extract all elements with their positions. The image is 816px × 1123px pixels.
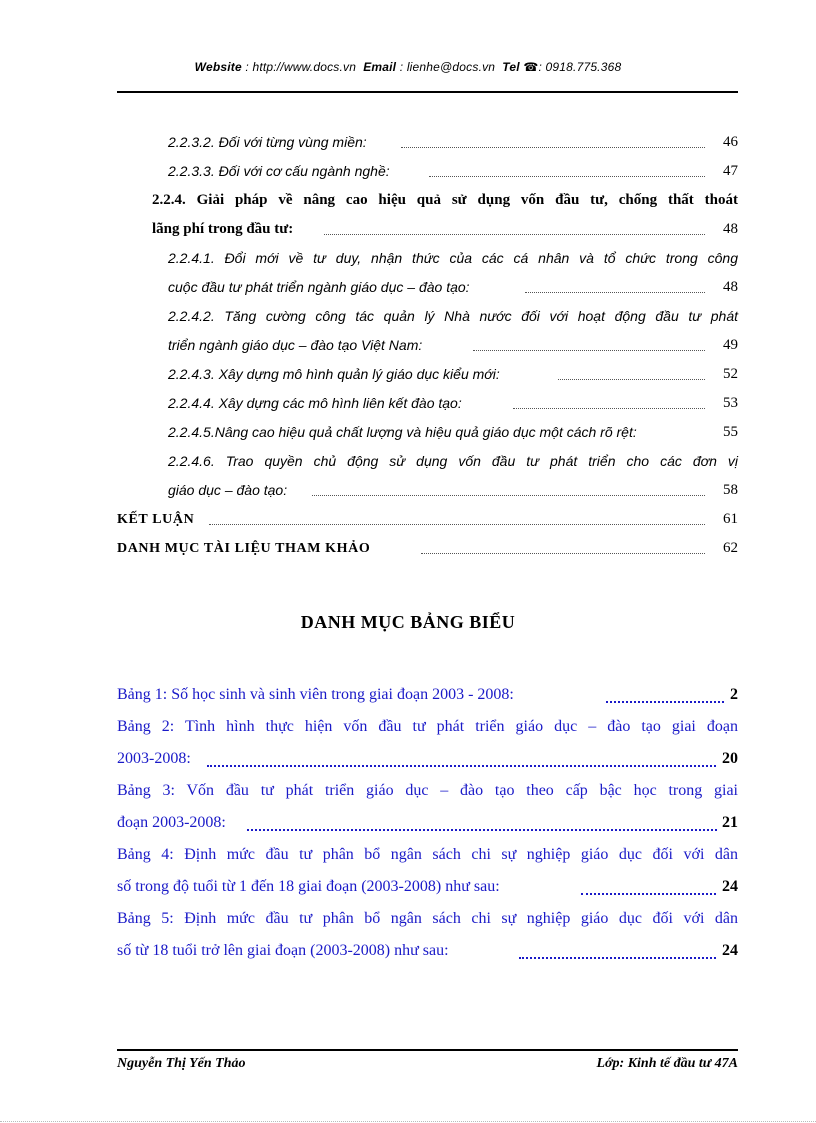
table-link-text: Bảng 1: Số học sinh và sinh viên trong giai đoạn 2003 - 2008:: [117, 686, 514, 703]
toc-entry-title: 2.2.4.3. Xây dựng mô hình quản lý giáo dục kiểu mới:: [168, 366, 500, 382]
toc-entry-page: 61: [723, 511, 738, 527]
toc-entry[interactable]: [117, 505, 738, 534]
page-header: [0, 60, 816, 74]
table-link-page: 24: [722, 942, 738, 959]
table-link-cont[interactable]: [117, 935, 738, 967]
dot-leader: [312, 476, 705, 496]
toc-entry[interactable]: [117, 447, 738, 476]
toc-entry-title-line2: lãng phí trong đầu tư:: [152, 221, 294, 237]
toc-entry[interactable]: [117, 418, 738, 447]
toc-entry-page: 47: [723, 163, 738, 179]
table-link-text: Bảng 5: Định mức đầu tư phân bổ ngân sách chi sự nghiệp giáo dục đối với dân: [117, 910, 738, 927]
header-divider: [117, 91, 738, 93]
website-label: Website: [194, 60, 242, 74]
toc-entry[interactable]: [117, 244, 738, 273]
toc-entry-page: 46: [723, 134, 738, 150]
toc-entry[interactable]: [117, 302, 738, 331]
dot-leader: [519, 935, 716, 959]
table-link[interactable]: [117, 775, 738, 807]
email-label: Email: [363, 60, 397, 74]
toc-entry-cont[interactable]: [117, 331, 738, 360]
table-of-contents: [117, 128, 738, 563]
toc-entry[interactable]: [117, 186, 738, 215]
table-link[interactable]: [117, 711, 738, 743]
toc-entry-page: 58: [723, 482, 738, 498]
toc-entry-title-line1: 2.2.4.1. Đổi mới về tư duy, nhận thức của các cá nhân và tổ chức trong công: [168, 250, 738, 266]
dot-leader: [207, 743, 716, 767]
dot-leader: [581, 871, 716, 895]
toc-entry-title-line1: 2.2.4.6. Trao quyền chủ động sử dụng vốn đầu tư phát triển cho các đơn vị: [168, 453, 738, 469]
email-value: : lienhe@docs.vn: [399, 60, 496, 74]
tel-value: : 0918.775.368: [538, 60, 622, 74]
footer-class: Lớp: Kinh tế đầu tư 47A: [596, 1056, 738, 1071]
dot-leader: [513, 389, 705, 409]
dot-leader: [473, 331, 705, 351]
toc-entry-cont[interactable]: [117, 476, 738, 505]
toc-entry-title: DANH MỤC TÀI LIỆU THAM KHẢO: [117, 541, 371, 556]
list-of-tables: [117, 679, 738, 967]
toc-entry-title: KẾT LUẬN: [117, 512, 195, 527]
footer-author: Nguyễn Thị Yến Thảo: [117, 1056, 246, 1071]
table-link-text: Bảng 2: Tình hình thực hiện vốn đầu tư phát triển giáo dục – đào tạo giai đoạn: [117, 718, 738, 735]
table-link-page: 20: [722, 750, 738, 767]
dot-leader: [209, 505, 705, 525]
toc-entry-title-line2: cuộc đầu tư phát triển ngành giáo dục – đào tạo:: [168, 279, 470, 295]
table-link-text: đoạn 2003-2008:: [117, 814, 226, 831]
table-link-cont[interactable]: [117, 743, 738, 775]
toc-entry-page: 53: [723, 395, 738, 411]
dot-leader: [324, 215, 705, 235]
toc-entry-title: 2.2.4.4. Xây dựng các mô hình liên kết đào tạo:: [168, 395, 462, 411]
table-link-text: Bảng 4: Định mức đầu tư phân bổ ngân sách chi sự nghiệp giáo dục đối với dân: [117, 846, 738, 863]
dot-leader: [606, 679, 724, 703]
toc-entry-page: 52: [723, 366, 738, 382]
toc-entry-title-line2: triển ngành giáo dục – đào tạo Việt Nam:: [168, 337, 423, 353]
toc-entry-title-line2: giáo dục – đào tạo:: [168, 482, 288, 498]
table-link-text: số trong độ tuổi từ 1 đến 18 giai đoạn (2003-2008) như sau:: [117, 878, 500, 895]
footer-divider: [117, 1049, 738, 1051]
dot-leader: [525, 273, 705, 293]
table-link-text: số từ 18 tuổi trở lên giai đoạn (2003-2008) như sau:: [117, 942, 449, 959]
toc-entry-page: 62: [723, 540, 738, 556]
website-value: : http://www.docs.vn: [245, 60, 357, 74]
table-link-page: 24: [722, 878, 738, 895]
table-link[interactable]: [117, 839, 738, 871]
toc-entry-page: 49: [723, 337, 738, 353]
table-link-cont[interactable]: [117, 871, 738, 903]
table-link-page: 21: [722, 814, 738, 831]
toc-entry[interactable]: [117, 534, 738, 563]
phone-icon: ☎: [523, 60, 539, 74]
toc-entry[interactable]: [117, 389, 738, 418]
page-boundary: [0, 1121, 816, 1122]
dot-leader: [558, 360, 705, 380]
table-link[interactable]: [117, 903, 738, 935]
table-link-text: Bảng 3: Vốn đầu tư phát triển giáo dục – đào tạo theo cấp bậc học trong giai: [117, 782, 738, 799]
toc-entry-title-line1: 2.2.4. Giải pháp về nâng cao hiệu quả sử dụng vốn đầu tư, chống thất thoát: [152, 192, 738, 208]
table-link[interactable]: [117, 679, 738, 711]
toc-entry-title: 2.2.3.3. Đối với cơ cấu ngành nghề:: [168, 163, 390, 179]
dot-leader: [247, 807, 717, 831]
dot-leader: [421, 534, 705, 554]
toc-entry-page: 48: [723, 279, 738, 295]
tel-label: Tel: [502, 60, 520, 74]
dot-leader: [401, 128, 705, 148]
toc-entry-cont[interactable]: [117, 215, 738, 244]
toc-entry-cont[interactable]: [117, 273, 738, 302]
toc-entry[interactable]: [117, 360, 738, 389]
toc-entry-page: 48: [723, 221, 738, 237]
toc-entry-title-line1: 2.2.4.2. Tăng cường công tác quản lý Nhà nước đối với hoạt động đầu tư phát: [168, 308, 738, 324]
toc-entry-title: 2.2.3.2. Đối với từng vùng miền:: [168, 134, 367, 150]
list-of-tables-title: DANH MỤC BẢNG BIỂU: [300, 612, 516, 632]
dot-leader: [429, 157, 705, 177]
toc-entry-page: 55: [723, 424, 738, 440]
toc-entry-title: 2.2.4.5.Nâng cao hiệu quả chất lượng và hiệu quả giáo dục một cách rõ rệt:: [168, 424, 637, 440]
toc-entry[interactable]: [117, 157, 738, 186]
table-link-text: 2003-2008:: [117, 750, 191, 767]
table-link-page: 2: [730, 686, 738, 703]
table-link-cont[interactable]: [117, 807, 738, 839]
toc-entry[interactable]: [117, 128, 738, 157]
